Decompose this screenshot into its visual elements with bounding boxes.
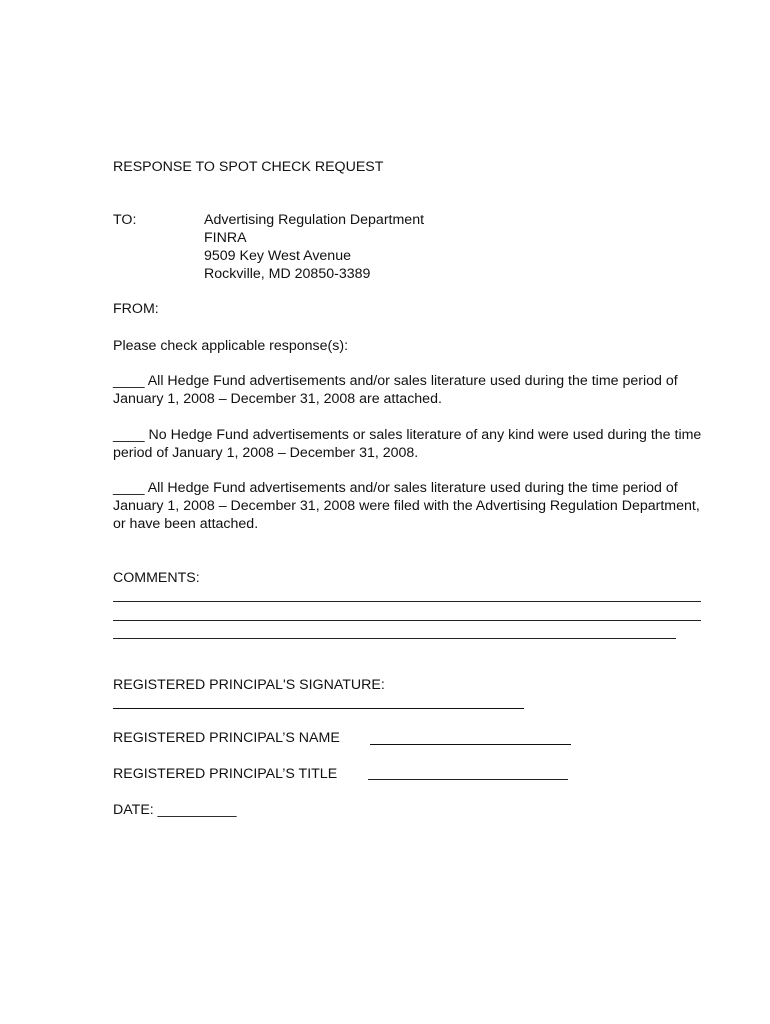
to-address-line: Advertising Regulation Department [204,212,425,228]
to-address [204,211,424,283]
name-line[interactable] [370,744,571,745]
to-address-line: FINRA [204,230,247,246]
instruction-text: Please check applicable response(s): [113,338,349,354]
title-label: REGISTERED PRINCIPAL’S TITLE [113,766,338,782]
from-label: FROM: [113,301,159,317]
name-label: REGISTERED PRINCIPAL’S NAME [113,730,340,746]
page-title: RESPONSE TO SPOT CHECK REQUEST [113,159,384,175]
response-option-3[interactable]: ____ All Hedge Fund advertisements and/or sales literature used during the time period of January 1, 2008 – December 31, 2008 were filed with the Advertising Regulation Department, or have been attached. [113,480,700,532]
title-line[interactable] [368,779,568,780]
response-option-2[interactable]: ____ No Hedge Fund advertisements or sales literature of any kind were used during the time period of January 1, 2008 – December 31, 2008. [113,427,702,461]
comment-line[interactable] [113,601,701,602]
to-address-line: 9509 Key West Avenue [204,248,351,264]
response-option-1[interactable]: ____ All Hedge Fund advertisements and/or sales literature used during the time period of January 1, 2008 – December 31, 2008 are attached. [113,373,678,407]
signature-label: REGISTERED PRINCIPAL'S SIGNATURE: [113,677,385,693]
to-label: TO: [113,212,137,228]
date-field[interactable]: DATE: __________ [113,802,237,818]
signature-line[interactable] [113,708,524,709]
to-address-line: Rockville, MD 20850-3389 [204,266,371,282]
comments-label: COMMENTS: [113,570,200,586]
comment-line[interactable] [113,620,701,621]
comment-line[interactable] [113,638,676,639]
